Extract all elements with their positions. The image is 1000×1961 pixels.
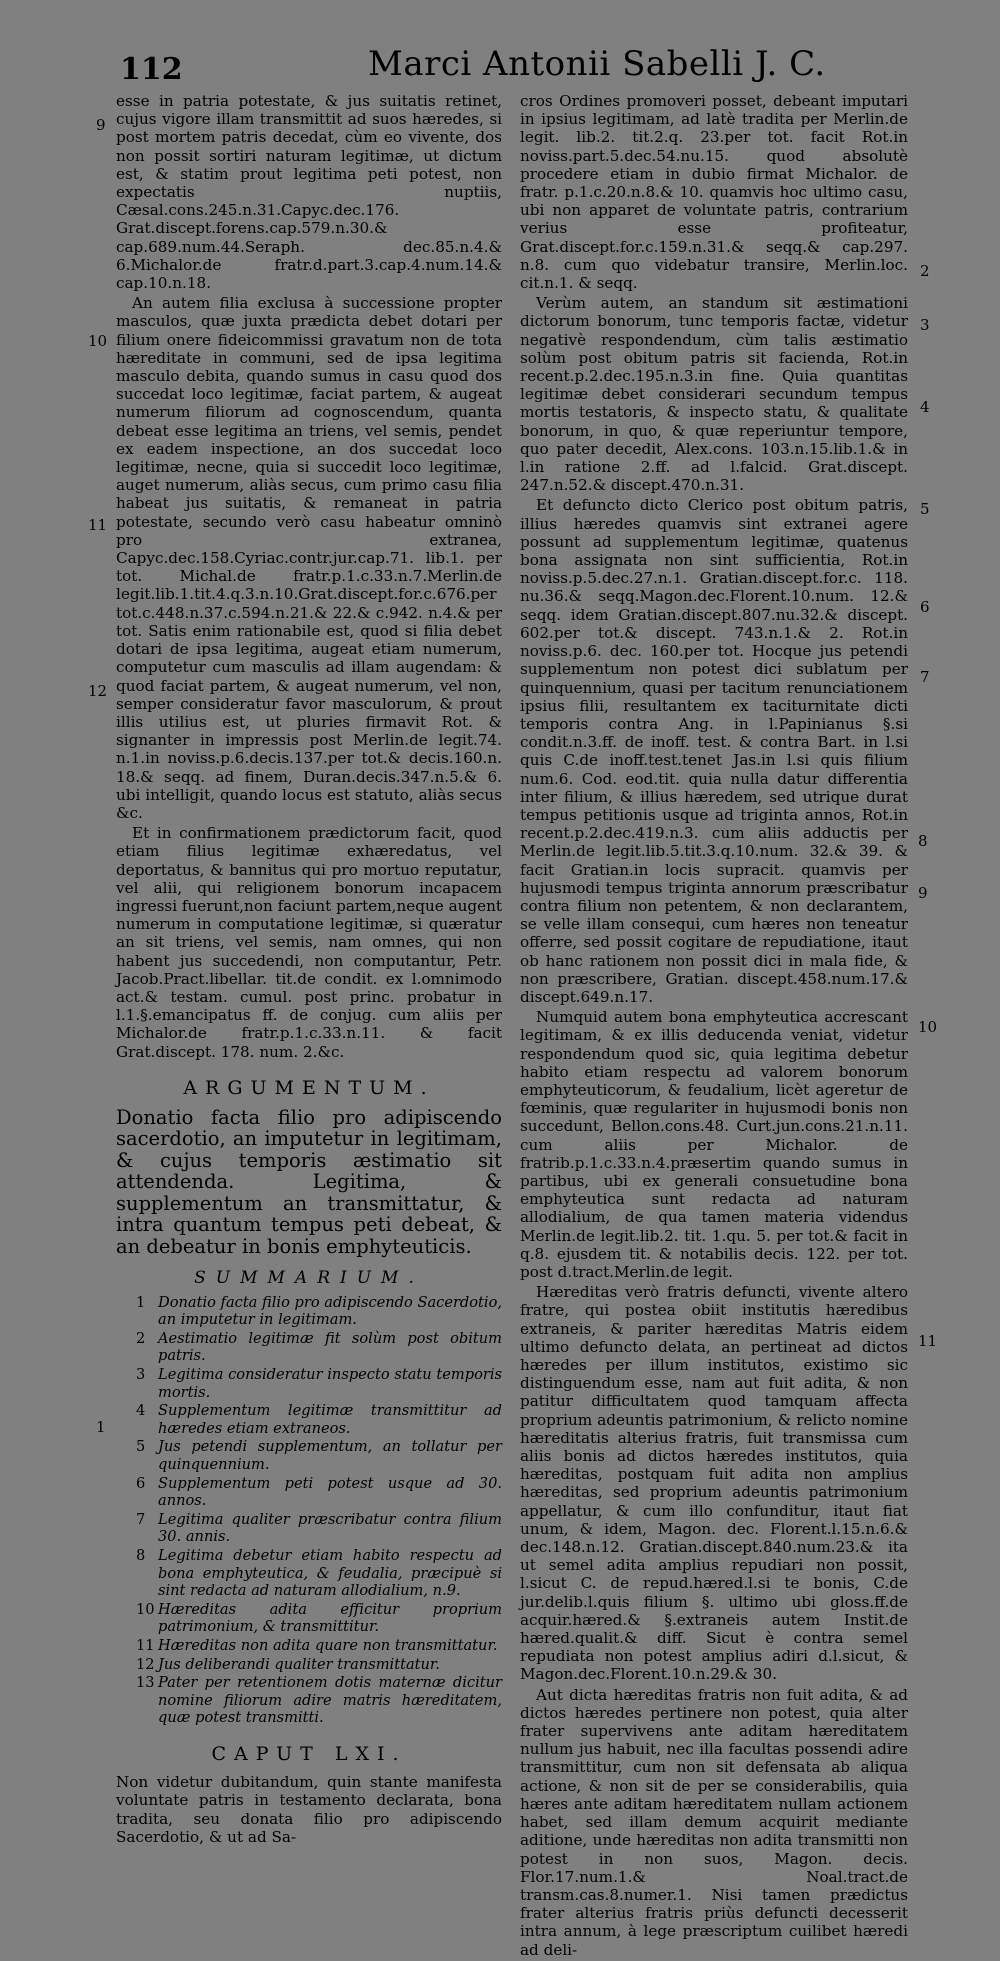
body-paragraph: Aut dicta hæreditas fratris non fuit adita, & ad dictos hæredes pertinere non potest, quia alter frater supervivens ante aditam hæreditatem nullum jus habuit, nec illa facultas possendi adire transmittitur, cum non sit defensata ab aliqua actione, & non sit de per se considerabilis, quia hæres ante aditam hæreditatem nullam actionem habet, sed illam demum acquirit mediante aditione, unde hæreditas non adita transmitti non potest in non suos, Magon. decis. Flor.17.num.1.& Noal.tract.de transm.cas.8.numer.1. Nisi tamen prædictus frater alterius fratris priùs defuncti decesserit intra annum, à lege præscriptum cuilibet hæredi ad deli- bbox=[520, 1685, 908, 1959]
body-paragraph: Et in confirmationem prædictorum facit, quod etiam filius legitimæ exhæredatus, vel deportatus, & bannitus qui pro mortuo reputatur, vel alii, qui religionem bonorum incapacem ingressi fuerunt,non faciunt partem,neque augent numerum in computatione legitimæ, si quæratur an sit triens, vel semis, nam omnes, qui non habent jus succedendi, non computantur, Petr. Jacob.Pract.libellar. tit.de condit. ex l.omnimodo act.& testam. cumul. post princ. probatur in l.1.§.emancipatus ff. de conjug. cum aliis per Michalor.de fratr.p.1.c.33.n.11. & facit Grat.discept. 178. num. 2.&c. bbox=[116, 824, 502, 1061]
summary-item-number: 8 bbox=[136, 1546, 146, 1564]
summary-list bbox=[116, 1294, 502, 1727]
summary-item-number: 3 bbox=[136, 1366, 146, 1384]
summary-item bbox=[136, 1511, 502, 1546]
margin-number: 12 bbox=[88, 682, 108, 700]
body-paragraph: cros Ordines promoveri posset, debeant imputari in ipsius legitimam, ad latè tradita per Merlin.de legit. lib.2. tit.2.q. 23.per tot. facit Rot.in noviss.part.5.dec.54.nu.15. quod absolutè procedere etiam in dubio firmat Michalor. de fratr. p.1.c.20.n.8.& 10. quamvis hoc ultimo casu, ubi non apparet de voluntate patris, contrarium verius esse profiteatur, Grat.discept.for.c.159.n.31.& seqq.& cap.297. n.8. cum quo videbatur transire, Merlin.loc. cit.n.1. & seqq. bbox=[520, 92, 908, 293]
summary-item-number: 1 bbox=[136, 1293, 146, 1311]
page-number: 112 bbox=[120, 52, 183, 87]
summary-heading: SUMMARIUM. bbox=[194, 1268, 424, 1289]
body-paragraph: esse in patria potestate, & jus suitatis retinet, cujus vigore illam transmittit ad suos hæredes, si post mortem patris decedat, cùm eo vivente, dos non possit sortiri naturam legitimæ, ut dictum est, & statim prout legitima peti potest, non expectatis nuptiis, Cæsal.cons.245.n.31.Capyc.dec.176. Grat.discept.forens.cap.579.n.30.& cap.689.num.44.Seraph. dec.85.n.4.& 6.Michalor.de fratr.d.part.3.cap.4.num.14.& cap.10.n.18. bbox=[116, 92, 502, 293]
summary-item-text: Pater per retentionem dotis maternæ dicitur nomine filiorum adire matris hæreditatem, quæ potest transmitti. bbox=[158, 1674, 502, 1727]
chapter-heading: CAPUT LXI. bbox=[211, 1742, 407, 1765]
margin-number: 10 bbox=[88, 332, 108, 350]
margin-number: 11 bbox=[88, 516, 108, 534]
running-title: Marci Antonii Sabelli J. C. bbox=[368, 44, 826, 84]
summary-item-text: Legitima debetur etiam habito respectu ad bona emphyteutica, & feudalia, præcipuè si sint redacta ad naturam allodialium, n.9. bbox=[158, 1546, 502, 1600]
body-paragraph: Numquid autem bona emphyteutica accrescant legitimam, & ex illis deducenda veniat, videtur respondendum quod sic, quia legitima debetur habito etiam respectu ad valorem bonorum emphyteuticorum, & feudalium, licèt ageretur de fœminis, quæ regulariter in hujusmodi bonis non succedunt, Bellon.cons.48. Curt.jun.cons.21.n.11. cum aliis per Michalor. de fratrib.p.1.c.33.n.4.præsertim quando sumus in partibus, ubi ex generali consuetudine bona emphyteutica sunt redacta ad naturam allodialium, de qua tamen materia videndus Merlin.de legit.lib.2. tit. 1.qu. 5. per tot.& facit in q.8. ejusdem tit. & notabilis decis. 122. per tot. post d.tract.Merlin.de legit. bbox=[520, 1008, 908, 1281]
margin-number: 11 bbox=[918, 1332, 938, 1350]
margin-number: 2 bbox=[920, 262, 930, 280]
summary-item-text: Hæreditas non adita quare non transmittatur. bbox=[158, 1636, 498, 1654]
summary-item bbox=[136, 1330, 502, 1365]
summary-item bbox=[136, 1294, 502, 1329]
chapter-opening-paragraph: Non videtur dubitandum, quin stante manifesta voluntate patris in testamento declarata, bona tradita, seu donata filio pro adipiscendo Sacerdotio, & ut ad Sa- bbox=[116, 1773, 502, 1846]
summary-item-number: 12 bbox=[136, 1655, 155, 1673]
body-paragraph: An autem filia exclusa à successione propter masculos, quæ juxta prædicta debet dotari per filium onere fideicommissi gravatum non de tota hæreditate in communi, sed de ipsa legitima masculo debita, quando sumus in casu quod dos succedat loco legitimæ, faciat partem, & augeat numerum filiorum ad cognoscendum, quanta debeat esse legitima an triens, vel semis, pendet ex eadem inspectione, an dos succedat loco legitimæ, necne, quia si succedit loco legitimæ, auget numerum, aliàs secus, cum primo casu filia habeat jus suitatis, & remaneat in patria potestate, secundo verò casu habeatur omninò pro extranea, Capyc.dec.158.Cyriac.contr.jur.cap.71. lib.1. per tot. Michal.de fratr.p.1.c.33.n.7.Merlin.de legit.lib.1.tit.4.q.3.n.10.Grat.discept.for.c.676.per tot.c.448.n.37.c.594.n.21.& 22.& c.942. n.4.& per tot. Satis enim rationabile est, quod si filia debet dotari de ipsa legitima, augeat etiam numerum, computetur cum masculis ad illam augendam: & quod faciat partem, & augeat numerum, vel non, semper consideratur favor masculorum, & prout illis utilius est, ut pluries firmavit Rot. & signanter in impressis post Merlin.de legit.74. n.1.in noviss.p.6.decis.137.per tot.& decis.160.n. 18.& seqq. ad finem, Duran.decis.347.n.5.& 6. ubi intelligit, quando locus est statuto, aliàs secus &c. bbox=[116, 294, 502, 822]
argument-text: Donatio facta filio pro adipiscendo sacerdotio, an imputetur in legitimam, & cujus temporis æstimatio sit attendenda. Legitima, & supplementum an transmittatur, & intra quantum tempus peti debeat, & an debeatur in bonis emphyteuticis. bbox=[116, 1105, 502, 1258]
summary-item-text: Jus petendi supplementum, an tollatur per quinquennium. bbox=[158, 1438, 502, 1474]
margin-number: 5 bbox=[920, 500, 930, 518]
summary-item-text: Legitima consideratur inspecto statu temporis mortis. bbox=[158, 1366, 502, 1401]
margin-number: 8 bbox=[918, 832, 928, 850]
body-paragraph: Et defuncto dicto Clerico post obitum patris, illius hæredes quamvis sint extranei agere possunt ad supplementum legitimæ, quatenus bona assignata non sint sufficientia, Rot.in noviss.p.5.dec.27.n.1. Gratian.discept.for.c. 118. nu.36.& seqq.Magon.dec.Florent.10.num. 12.& seqq. idem Gratian.discept.807.nu.32.& discept. 602.per tot.& discept. 743.n.1.& 2. Rot.in noviss.p.6. dec. 160.per tot. Hocque jus petendi supplementum non potest dici sublatum per quinquennium, quasi per tacitum renunciationem ipsius filii, resultantem ex taciturnitate dicti temporis contra Ang. in l.Papinianus §.si condit.n.3.ff. de inoff. test. & contra Bart. in l.si quis C.de inoff.test.tenet Jas.in l.si quis filium num.6. Cod. eod.tit. quia nulla datur differentia inter filium, & illius hæredem, sed utrique durat tempus petitionis usque ad triginta annos, Rot.in recent.p.2.dec.419.n.3. cum aliis adductis per Merlin.de legit.lib.5.tit.3.q.10.num. 32.& 39. & facit Gratian.in locis supracit. quamvis per hujusmodi tempus triginta annorum præscribatur contra filium non petentem, & non declarantem, se velle illam consequi, cum hæres non teneatur offerre, sed possit cogitare de repudiatione, itaut ob hanc rationem non possit dici in mala fide, & non præscribere, Gratian. discept.458.num.17.& discept.649.n.17. bbox=[520, 496, 908, 1006]
body-paragraph: Verùm autem, an standum sit æstimationi dictorum bonorum, tunc temporis factæ, videtur negativè respondendum, cùm talis æstimatio solùm post obitum patris sit facienda, Rot.in recent.p.2.dec.195.n.3.in fine. Quia quantitas legitimæ debet considerari secundum tempus mortis testatoris, & inspecto statu, & qualitate bonorum, in quo, & quæ reperiuntur tempore, quo pater decedit, Alex.cons. 103.n.15.lib.1.& in l.in ratione 2.ff. ad l.falcid. Grat.discept. 247.n.52.& discept.470.n.31. bbox=[520, 294, 908, 495]
argument-heading: ARGUMENTUM. bbox=[183, 1076, 435, 1099]
summary-item-text: Hæreditas adita efficitur proprium patrimonium, & transmittitur. bbox=[158, 1600, 502, 1636]
margin-number: 9 bbox=[918, 884, 928, 902]
summary-item bbox=[136, 1547, 502, 1600]
summary-item bbox=[136, 1402, 502, 1437]
body-paragraph: Hæreditas verò fratris defuncti, vivente altero fratre, qui postea obiit institutis hæredibus extraneis, & pariter hæreditas Matris eidem ultimo defuncto delata, an pertineat ad dictos hæredes per illum institutos, existimo sic distinguendum esse, nam aut fuit adita, & non patitur difficultatem quod tamquam affecta proprium adeuntis patrimonium, & relicto nomine hæreditatis alterius fratris, fuit transmissa cum aliis bonis ad dictos hæredes institutos, quia hæreditas, postquam fuit adita non amplius hæreditas, sed proprium adeuntis patrimonium appellatur, & cum illo confunditur, itaut fiat unum, & idem, Magon. dec. Florent.l.15.n.6.& dec.148.n.12. Gratian.discept.840.num.23.& ita ut semel adita amplius repudiari non possit, l.sicut C. de repud.hæred.l.si te bonis, C.de jur.delib.l.quis filium §. ultimo ubi gloss.ff.de acquir.hæred.& §.extraneis autem Instit.de hæred.qualit.& diff. Sicut è contra semel repudiata non potest amplius adiri d.l.sicut, & Magon.dec.Florent.10.n.29.& 30. bbox=[520, 1283, 908, 1684]
summary-item-number: 13 bbox=[136, 1674, 155, 1692]
summary-item bbox=[136, 1475, 502, 1510]
summary-item-number: 10 bbox=[136, 1600, 155, 1618]
summary-item-number: 7 bbox=[136, 1510, 146, 1528]
summary-item-text: Supplementum legitimæ transmittitur ad hæredes etiam extraneos. bbox=[158, 1402, 502, 1437]
summary-item bbox=[136, 1674, 502, 1727]
margin-number: 6 bbox=[920, 598, 930, 616]
right-column bbox=[520, 92, 908, 1961]
summary-item bbox=[136, 1637, 502, 1655]
summary-item-number: 11 bbox=[136, 1636, 155, 1654]
summary-item bbox=[136, 1438, 502, 1473]
summary-item bbox=[136, 1366, 502, 1401]
summary-item bbox=[136, 1656, 502, 1674]
summary-item-text: Aestimatio legitimæ fit solùm post obitum patris. bbox=[158, 1329, 502, 1365]
summary-item-text: Donatio facta filio pro adipiscendo Sacerdotio, an imputetur in legitimam. bbox=[158, 1293, 503, 1329]
summary-item-text: Jus deliberandi qualiter transmittatur. bbox=[158, 1655, 440, 1673]
summary-item-text: Supplementum peti potest usque ad 30. annos. bbox=[158, 1474, 502, 1510]
margin-number: 4 bbox=[920, 398, 930, 416]
summary-item-text: Legitima qualiter præscribatur contra filium 30. annis. bbox=[158, 1510, 502, 1546]
margin-number: 7 bbox=[920, 668, 930, 686]
margin-number: 3 bbox=[920, 316, 930, 334]
margin-number: 10 bbox=[918, 1018, 938, 1036]
summary-item bbox=[136, 1601, 502, 1636]
margin-number: 9 bbox=[96, 116, 106, 134]
margin-number: 1 bbox=[96, 1418, 106, 1436]
summary-item-number: 6 bbox=[136, 1474, 146, 1492]
summary-item-number: 4 bbox=[136, 1402, 146, 1420]
summary-item-number: 5 bbox=[136, 1438, 146, 1456]
left-column bbox=[116, 92, 502, 1848]
summary-item-number: 2 bbox=[136, 1329, 146, 1347]
